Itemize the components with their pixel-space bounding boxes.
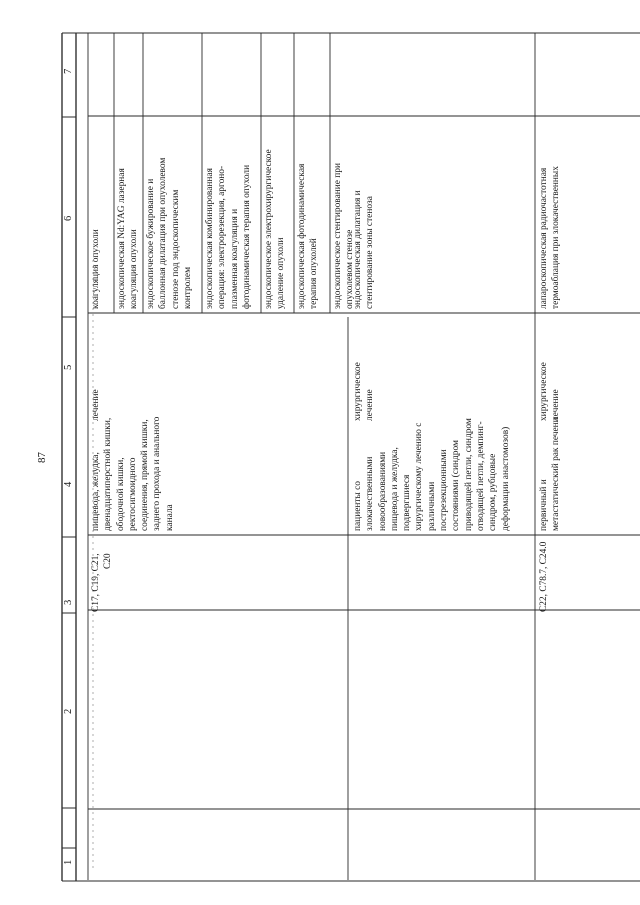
col-number-1: 1 <box>63 859 74 865</box>
row1-method-1: коагуляция опухоли <box>91 229 101 309</box>
row2-treatment: хирургическое лечение <box>353 362 376 421</box>
row1-codes: C17, C19, C21, C20 <box>91 553 114 612</box>
col-number-6: 6 <box>63 215 74 221</box>
col-number-2: 2 <box>63 708 74 714</box>
col-number-4: 4 <box>63 481 74 487</box>
row3-patients: первичный и метастатический рак печени <box>539 417 562 531</box>
row2-patients: пациенты со злокачественными новообразованиями пищевода и желудка, подвергшиеся хирургическому лечению с различными пострезекционными состояниями (синдром приводящей петли, синдром отводящей петли, демпинг- синдром, рубцовые деформации анастомозов) <box>353 418 511 531</box>
col-number-3: 3 <box>63 599 74 605</box>
row1-method-6: эндоскопическая фотодинамическая терапия опухолей <box>297 163 320 309</box>
row3-treatment: хирургическое лечение <box>539 362 562 421</box>
row2-method-1: эндоскопическая дилатация и стентирование зоны стеноза <box>353 190 376 309</box>
row1-treatment: лечение <box>91 389 101 421</box>
row1-method-3: эндоскопическое бужирование и баллонная дилатация при опухолевом стенозе под эндоскопическим контролем <box>146 157 193 309</box>
col-number-5: 5 <box>63 364 74 370</box>
page-number: 87 <box>36 452 48 463</box>
row3-codes: C22, C78.7, C24.0 <box>539 541 549 612</box>
row1-method-4: эндоскопическая комбинированная операция: электрорезекция, аргоно- плазменная коагуляция и фотодинамическая терапия опухоли <box>205 164 252 309</box>
row1-method-5: эндоскопическое электрохирургическое удаление опухоли <box>264 149 287 309</box>
row1-method-7: эндоскопическое стентирование при опухолевом стенозе <box>333 163 356 309</box>
row1-method-2: эндоскопическая Nd:YAG лазерная коагуляция опухоли <box>117 168 140 309</box>
col-number-7: 7 <box>63 68 74 74</box>
row3-method-1: лапароскопическая радиочастотная термоаблация при злокачественных <box>539 166 562 309</box>
row1-patients: пищевода, желудка, двенадцатиперстной кишки, ободочной кишки, ректосигмоидного соединения, прямой кишки, заднего прохода и анального канала <box>91 416 175 531</box>
